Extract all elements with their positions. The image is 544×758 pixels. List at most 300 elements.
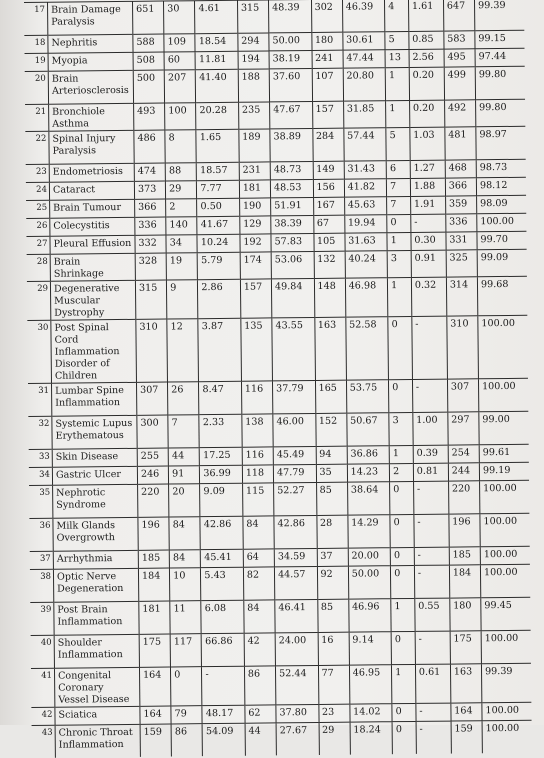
table-cell: 100.00 [477,213,527,232]
table-cell: 184 [449,565,481,598]
table-cell: 41.82 [344,179,387,197]
table-cell: 88 [165,163,196,181]
table-cell: 157 [240,279,272,318]
table-row [29,480,529,518]
row-number: 27 [36,238,48,249]
table-cell: 493 [134,103,165,130]
table-cell: 100.00 [480,564,530,598]
table-cell: 185 [449,547,480,565]
table-cell: 3.87 [198,318,241,381]
table-cell: 66.86 [201,633,244,666]
table-row [30,597,530,635]
table-cell: 307 [136,382,168,415]
disease-name: Skin Disease [52,448,137,467]
table-cell: 100.00 [478,315,528,378]
table-cell: 46.41 [275,599,318,632]
table-cell: 0.50 [197,198,240,216]
table-cell: 492 [444,100,475,127]
table-cell: 0 [387,214,411,232]
table-cell: 5 [386,127,410,160]
table-cell: 314 [446,277,478,316]
row-number: 20 [34,73,46,84]
table-cell: 500 [133,70,165,103]
table-cell: 29 [166,181,197,199]
table-cell: 331 [446,232,477,250]
table-cell: 42.86 [274,515,317,548]
table-cell: 100 [165,103,196,130]
table-row [28,411,528,449]
table-cell: - [202,666,245,705]
table-cell: - [413,481,448,514]
table-cell: 149 [313,161,344,179]
table-cell: 99.45 [481,597,531,631]
table-cell: 100.00 [480,513,530,547]
table-cell: 45.49 [273,446,316,464]
table-cell: 244 [448,463,479,481]
disease-name: Post Brain Inflammation [54,601,139,635]
table-cell: 359 [445,196,476,214]
row-number: 30 [37,322,49,333]
table-cell: 50.00 [348,566,391,599]
table-cell: 294 [238,33,269,51]
table-cell: 246 [137,466,168,484]
table-cell: 300 [137,415,169,448]
table-cell: 5.79 [198,252,241,279]
table-cell: 84 [243,516,275,549]
table-cell: 31.43 [344,161,387,179]
table-cell: 34 [166,235,197,253]
row-number: 34 [39,469,51,480]
table-cell: 38.64 [347,482,390,515]
table-cell: 9.09 [200,483,243,516]
disease-name: Shoulder Inflammation [54,634,139,668]
table-cell: - [414,565,449,598]
disease-name: Nephrotic Syndrome [53,484,138,518]
disease-name: Colecystitis [50,217,135,236]
table-cell: 20.00 [348,548,391,566]
table-cell: 42 [244,633,276,666]
table-cell: 241 [312,50,343,68]
table-cell: 164 [451,703,482,721]
table-cell: 14.29 [348,515,391,548]
row-number: 28 [36,256,48,267]
table-cell: 30 [164,1,196,34]
table-cell: 94 [316,446,347,464]
disease-name: Brain Shrinkage [50,253,135,281]
table-cell: 46.00 [273,413,316,446]
table-cell: - [414,547,449,565]
table-cell: 4 [385,0,409,32]
table-cell: - [416,721,451,754]
table-cell: 13 [385,49,409,67]
table-cell: 302 [311,0,343,32]
row-number: 37 [39,553,51,564]
table-cell: 14.02 [350,703,393,721]
table-cell: 0 [391,631,415,664]
table-cell: 20.80 [343,68,386,101]
table-cell: 50.00 [269,32,312,50]
table-cell: 495 [444,49,475,67]
table-cell: 118 [242,465,273,483]
row-number: 31 [38,385,50,396]
disease-name: Brain Damage Paralysis [48,1,133,35]
table-cell: 79 [171,705,202,723]
table-cell: 6 [386,160,410,178]
table-cell: 1.61 [408,0,443,31]
row-number: 42 [41,709,53,720]
table-cell: 84 [169,549,200,567]
table-cell: 196 [449,514,481,547]
table-cell: 47.67 [270,101,313,128]
table-cell: 0.20 [409,100,444,127]
table-cell: 1 [389,445,413,463]
table-cell: 49.84 [271,278,314,317]
table-cell: 175 [139,634,171,667]
table-cell: 1 [386,100,410,127]
disease-name: Optic Nerve Degeneration [53,568,138,602]
table-row [31,663,531,707]
table-cell: 132 [314,251,345,278]
table-cell: 1.88 [410,178,445,196]
table-cell: 325 [446,250,477,277]
table-cell: 77 [318,665,350,704]
table-cell: 17.25 [200,447,243,465]
table-cell: 307 [447,379,479,412]
table-cell: 40.24 [345,251,388,278]
table-cell: 38.19 [269,50,312,68]
row-number: 33 [38,451,50,462]
table-cell: 508 [133,52,164,70]
row-number: 32 [38,418,50,429]
disease-name: Chronic Throat Inflammation [55,724,140,757]
table-cell: 1 [385,67,409,100]
table-cell: 0.61 [415,664,450,703]
table-cell: 12 [167,319,199,382]
table-cell: 99.15 [475,30,525,49]
table-cell: 157 [312,101,343,128]
table-cell: 0.81 [413,463,448,481]
table-cell: 48.53 [270,179,313,197]
table-cell: 8.47 [199,381,242,414]
table-cell: 36.86 [347,446,390,464]
table-cell: 51.91 [271,197,314,215]
table-cell: 0 [392,703,416,721]
table-cell: 184 [138,568,170,601]
disease-name: Myopia [48,52,133,71]
table-cell: 99.00 [479,411,529,445]
table-cell: 38.89 [270,128,313,161]
table-cell: 36.99 [200,465,243,483]
table-cell: 100.00 [480,480,530,514]
table-cell: 100.00 [480,546,530,565]
table-cell: 100.00 [481,630,531,664]
table-cell: 7 [387,196,411,214]
table-cell: 99.68 [477,276,527,315]
table-cell: 84 [244,600,276,633]
disease-name: Milk Glands Overgrowth [53,517,138,551]
table-cell: 53.06 [271,251,314,278]
row-number: 41 [41,670,53,681]
table-cell: 29 [319,722,351,755]
table-cell: 181 [139,601,171,634]
table-cell: 7 [168,415,200,448]
disease-name: Brain Arteriosclerosis [48,70,133,104]
table-cell: 48.39 [269,0,312,33]
table-cell: 5 [385,31,409,49]
table-cell: 0.32 [411,277,446,316]
table-cell: 107 [312,68,344,101]
table-cell: 26 [168,382,200,415]
table-cell: 8 [165,130,197,163]
table-cell: 192 [240,234,271,252]
table-cell: 67 [313,215,344,233]
disease-statistics-table [24,0,532,758]
table-cell: 91 [169,465,200,483]
table-cell: 100.00 [482,720,532,753]
table-cell: - [412,316,448,379]
table-cell: 0 [390,514,414,547]
table-cell: 100.00 [482,702,532,721]
table-row [27,315,528,383]
table-cell: 97.44 [475,48,525,67]
table-cell: 99.09 [477,249,527,276]
table-cell: 37 [317,548,348,566]
table-cell: 152 [315,413,347,446]
table-cell: 9.14 [349,632,392,665]
table-cell: 1.91 [410,196,445,214]
table-cell: 164 [139,667,171,706]
disease-name: Cataract [49,181,134,200]
table-cell: 148 [314,278,346,317]
table-cell: 284 [312,128,344,161]
table-cell: 486 [134,130,166,163]
table-cell: 38.39 [271,215,314,233]
disease-name: Brain Tumour [50,199,135,218]
row-number: 24 [36,184,48,195]
row-number: 39 [40,604,52,615]
table-row [30,564,530,602]
disease-name: Arrhythmia [53,550,138,569]
table-cell: 647 [443,0,475,31]
disease-name: Lumbar Spine Inflammation [51,382,136,416]
table-cell: 47.44 [343,50,386,68]
table-cell: 85 [316,482,348,515]
table-cell: 99.39 [481,663,531,702]
table-cell: 0.20 [409,67,444,100]
table-cell: 481 [445,127,477,160]
row-number: 23 [35,166,47,177]
table-cell: 140 [166,217,197,235]
table-cell: 165 [315,380,347,413]
table-cell: 48.17 [202,705,245,723]
table-cell: 44.57 [274,566,317,599]
row-number: 21 [35,106,47,117]
table-cell: 0 [389,379,413,412]
table-cell: 194 [238,51,269,69]
table-cell: 4.61 [195,0,238,33]
table-cell: 35 [316,464,347,482]
table-cell: 181 [239,180,270,198]
table-row [25,66,525,104]
table-cell: 188 [238,69,270,102]
table-cell: 20 [169,483,201,516]
disease-name: Nephritis [48,34,133,53]
table-cell: 31.85 [343,101,386,128]
table-cell: 57.44 [344,128,387,161]
table-cell: 48.73 [270,161,313,179]
table-cell: 1.65 [196,129,239,162]
table-cell: 42.86 [200,516,243,549]
table-cell: 164 [140,706,171,724]
disease-name: Post Spinal Cord Inflammation Disorder of Children [51,319,137,383]
table-cell: 31.63 [345,233,388,251]
table-cell: 19 [166,253,197,280]
row-number: 35 [39,487,51,498]
table-cell: 86 [244,666,276,705]
table-cell: 45.63 [344,197,387,215]
table-cell: 24.00 [275,632,318,665]
table-cell: 100.00 [478,378,528,412]
table-cell: 163 [314,317,346,380]
table-cell: 23 [318,704,349,722]
table-cell: 235 [238,102,269,129]
table-cell: 82 [243,567,275,600]
table-cell: 98.97 [476,126,526,160]
table-cell: 159 [451,721,483,754]
table-cell: 0 [392,721,416,754]
table-cell: 41.67 [197,216,240,234]
table-cell: 37.79 [273,380,316,413]
table-cell: 129 [240,216,271,234]
table-cell: 366 [445,178,476,196]
table-cell: 220 [448,481,480,514]
table-cell: 46.98 [345,278,388,317]
table-cell: 163 [450,664,482,703]
table-cell: 44 [168,447,199,465]
table-cell: 0.55 [415,598,450,631]
table-cell: 310 [136,319,168,382]
table-cell: 18.24 [350,721,393,754]
table-cell: 651 [132,1,164,34]
table-cell: 64 [243,549,274,567]
table-cell: 2.33 [199,414,242,447]
table-cell: 46.96 [348,599,391,632]
table-cell: 583 [444,31,475,49]
table-cell: 0 [171,666,203,705]
table-cell: 99.80 [475,66,525,100]
disease-name: Congenital Coronary Vessel Disease [54,667,139,707]
table-cell: 499 [444,67,476,100]
table-cell: 315 [237,0,269,33]
table-cell: 1 [388,277,412,316]
table-cell: 19.94 [344,215,387,233]
table-row [27,276,527,320]
table-cell: 336 [446,214,477,232]
table-cell: 11 [170,600,202,633]
table-cell: 1.27 [410,160,445,178]
table-cell: - [415,631,450,664]
table-cell: 99.39 [474,0,524,31]
disease-name: Systemic Lupus Erythematous [52,415,137,449]
table-cell: 175 [450,631,482,664]
disease-name: Gastric Ulcer [52,466,137,485]
disease-name: Bronchiole Asthma [49,103,134,131]
table-cell: 297 [448,412,480,445]
table-cell: 167 [313,197,344,215]
table-cell: 1.00 [413,412,448,445]
table-cell: 0.30 [411,232,446,250]
table-cell: 50.67 [347,413,390,446]
table-cell: 62 [245,705,276,723]
table-cell: 332 [135,235,166,253]
table-cell: 2.86 [198,279,241,318]
table-cell: - [411,214,446,232]
table-cell: 0.39 [413,445,448,463]
table-cell: 34.59 [274,548,317,566]
table-cell: 328 [135,253,166,280]
table-cell: 315 [135,280,167,319]
row-number: 38 [40,571,52,582]
table-cell: 196 [138,517,170,550]
row-number: 40 [40,637,52,648]
table-cell: 180 [311,32,342,50]
table-cell: 138 [242,414,274,447]
table-row [31,630,531,668]
row-number: 26 [36,220,48,231]
row-number: 17 [34,4,46,15]
table-cell: 135 [241,318,273,381]
table-cell: 46.95 [349,664,392,703]
table-cell: 373 [134,181,165,199]
table-row [25,126,525,164]
table-cell: 86 [171,723,203,756]
table-cell: 16 [318,632,350,665]
table-cell: 27.67 [276,722,319,755]
table-cell: 46.39 [342,0,385,32]
table-row [29,513,529,551]
table-cell: 0.85 [409,31,444,49]
table-cell: - [414,514,449,547]
table-cell: 45.41 [201,549,244,567]
table-cell: 10.24 [197,234,240,252]
table-cell: 18.57 [197,162,240,180]
table-cell: 0 [390,481,414,514]
table-cell: 53.75 [346,380,389,413]
disease-name: Pleural Effusion [50,235,135,254]
table-cell: 1 [392,664,416,703]
table-cell: 117 [170,633,202,666]
table-cell: 0.91 [411,250,446,277]
table-cell: 220 [138,484,170,517]
table-cell: 84 [169,516,201,549]
table-cell: 99.19 [479,462,529,481]
table-cell: 3 [389,412,413,445]
table-cell: 92 [317,566,349,599]
table-cell: 116 [241,381,273,414]
disease-name: Endometriosis [49,163,134,182]
table-cell: 57.83 [271,233,314,251]
table-cell: 255 [137,448,168,466]
disease-name: Spinal Injury Paralysis [49,130,134,164]
table-cell: 189 [239,129,271,162]
table-cell: 0 [391,565,415,598]
table-cell: 47.79 [273,464,316,482]
table-cell: 52.58 [346,317,389,380]
table-cell: - [412,379,447,412]
table-cell: 7 [387,178,411,196]
table-cell: 115 [242,483,274,516]
row-number: 43 [41,727,53,738]
